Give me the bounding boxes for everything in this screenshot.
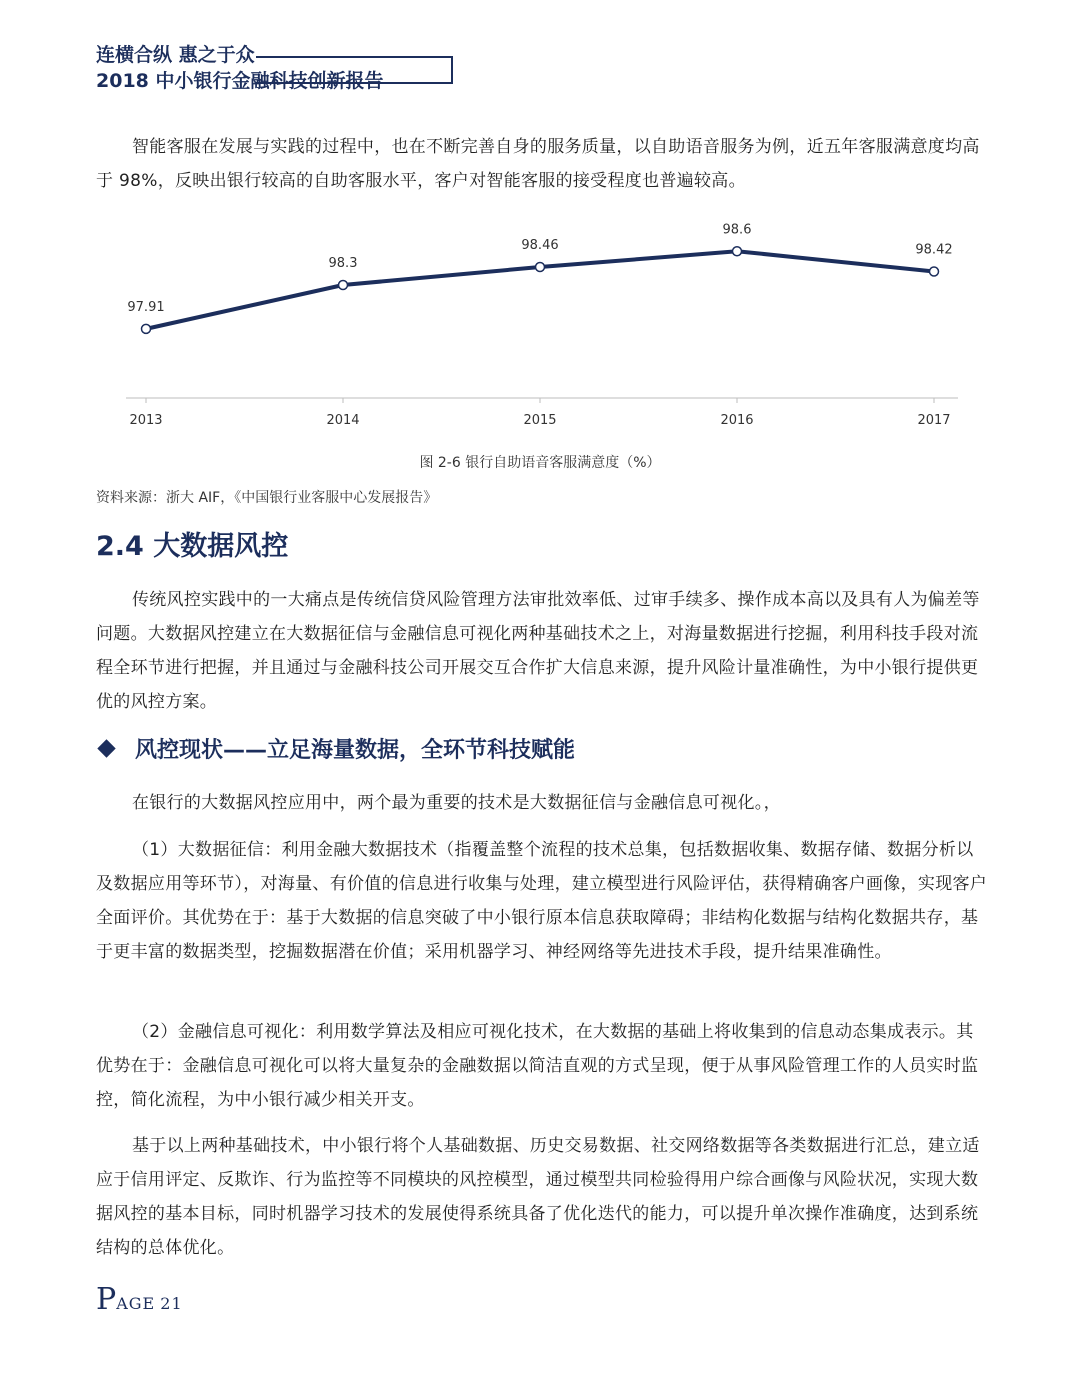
page-prefix-letter: P xyxy=(96,1282,117,1317)
data-label: 97.91 xyxy=(127,299,165,315)
data-point xyxy=(339,281,348,290)
intro-paragraph: 智能客服在发展与实践的过程中，也在不断完善自身的服务质量，以自助语音服务为例，近五年客服满意度均高于 98%，反映出银行较高的自助客服水平，客户对智能客服的接受程度也普遍较高。 xyxy=(96,137,980,191)
chart-caption: 图 2-6 银行自助语音客服满意度（%） xyxy=(419,455,661,471)
paragraph-credit-reporting: （1）大数据征信：利用金融大数据技术（指覆盖整个流程的技术总集，包括数据收集、数据存储、数据分析以及数据应用等环节），对海量、有价值的信息进行收集与处理，建立模型进行风险评估，获得精确客户画像，实现客户全面评价。其优势在于：基于大数据的信息突破了中小银行原本信息获取障碍；非结构化数据与结构化数据共存，基于更丰富的数据类型，挖掘数据潜在价值；采用机器学习、神经网络等先进技术手段，提升结果准确性。 xyxy=(96,840,988,962)
data-point xyxy=(733,247,742,256)
page-number-value: 21 xyxy=(160,1294,183,1313)
section-title: 2.4 大数据风控 xyxy=(96,531,289,562)
x-tick-label: 2013 xyxy=(129,413,163,428)
data-point xyxy=(930,267,939,276)
source-note: 资料来源：浙大 AIF，《中国银行业客服中心发展报告》 xyxy=(96,490,438,506)
page-number xyxy=(96,1282,183,1317)
x-tick-label: 2014 xyxy=(326,413,360,428)
data-point xyxy=(536,263,545,272)
header-frame xyxy=(256,56,453,84)
page-prefix-rest: AGE xyxy=(116,1294,156,1313)
data-label: 98.46 xyxy=(521,238,559,253)
subsection-title xyxy=(96,733,575,764)
paragraph-intro-tech: 在银行的大数据风控应用中，两个最为重要的技术是大数据征信与金融信息可视化。， xyxy=(132,793,781,813)
x-tick-label: 2016 xyxy=(720,413,754,428)
subsection-title-text: 风控现状——立足海量数据，全环节科技赋能 xyxy=(135,738,576,763)
satisfaction-line-chart xyxy=(96,210,988,445)
x-tick-label: 2015 xyxy=(523,413,557,428)
data-label: 98.6 xyxy=(722,222,752,238)
data-point xyxy=(142,324,151,333)
data-label: 98.3 xyxy=(328,256,358,271)
section-paragraph: 传统风控实践中的一大痛点是传统信贷风险管理方法审批效率低、过审手续多、操作成本高以及具有人为偏差等问题。大数据风控建立在大数据征信与金融信息可视化两种基础技术之上，对海量数据进行挖掘，利用科技手段对流程全环节进行把握，并且通过与金融科技公司开展交互合作扩大信息来源，提升风险计量准确性，为中小银行提供更优的风控方案。 xyxy=(96,590,980,712)
paragraph-visualization: （2）金融信息可视化：利用数学算法及相应可视化技术，在大数据的基础上将收集到的信息动态集成表示。其优势在于：金融信息可视化可以将大量复杂的金融数据以简洁直观的方式呈现，便于从事风险管理工作的人员实时监控，简化流程，为中小银行减少相关开支。 xyxy=(96,1022,979,1110)
diamond-bullet-icon xyxy=(97,739,115,757)
paragraph-summary: 基于以上两种基础技术，中小银行将个人基础数据、历史交易数据、社交网络数据等各类数据进行汇总，建立适应于信用评定、反欺诈、行为监控等不同模块的风控模型，通过模型共同检验得用户综合画像与风险状况，实现大数据风控的基本目标，同时机器学习技术的发展使得系统具备了优化迭代的能力，可以提升单次操作准确度，达到系统结构的总体优化。 xyxy=(96,1136,980,1258)
x-tick-label: 2017 xyxy=(917,413,951,428)
data-label: 98.42 xyxy=(915,242,953,258)
header-title: 连横合纵 惠之于众 xyxy=(96,44,255,66)
header-subtitle: 2018 中小银行金融科技创新报告 xyxy=(96,70,384,92)
